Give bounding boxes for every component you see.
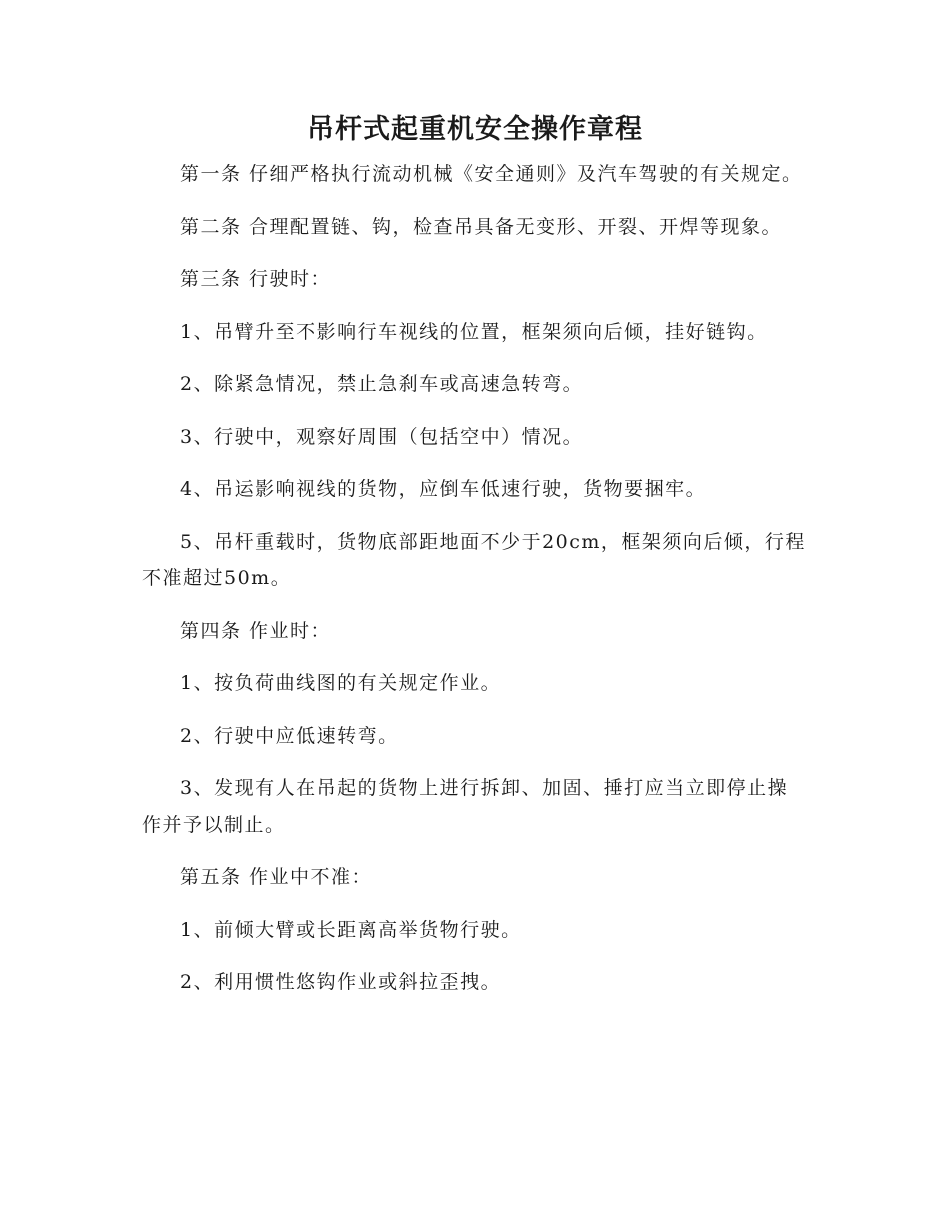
paragraph-article-4-item-1: 1、按负荷曲线图的有关规定作业。 xyxy=(180,672,502,694)
paragraph-article-3-heading: 第三条 行驶时： xyxy=(180,268,332,290)
paragraph-article-2: 第二条 合理配置链、钩，检查吊具备无变形、开裂、开焊等现象。 xyxy=(180,215,783,238)
paragraph-article-1: 第一条 仔细严格执行流动机械《安全通则》及汽车驾驶的有关规定。 xyxy=(180,163,803,185)
document-title: 吊杆式起重机安全操作章程 xyxy=(307,114,643,145)
paragraph-article-5-heading: 第五条 作业中不准： xyxy=(180,866,373,888)
paragraph-article-3-item-2: 2、除紧急情况，禁止急刹车或高速急转弯。 xyxy=(180,373,584,395)
paragraph-article-3-item-1: 1、吊臂升至不影响行车视线的位置，框架须向后倾，挂好链钩。 xyxy=(180,320,768,343)
paragraph-article-3-item-4: 4、吊运影响视线的货物，应倒车低速行驶，货物要捆牢。 xyxy=(180,478,707,500)
paragraph-article-3-item-3: 3、行驶中，观察好周围（包括空中）情况。 xyxy=(180,425,584,448)
paragraph-article-5-item-1: 1、前倾大臂或长距离高举货物行驶。 xyxy=(180,918,522,941)
paragraph-article-4-item-3: 3、发现有人在吊起的货物上进行拆卸、加固、捶打应当立即停止操作并予以制止。 xyxy=(142,777,789,836)
paragraph-article-4-item-2: 2、行驶中应低速转弯。 xyxy=(180,724,399,747)
document-body xyxy=(142,108,808,1017)
paragraph-article-3-item-5: 5、吊杆重载时，货物底部距地面不少于20cm，框架须向后倾，行程不准超过50m。 xyxy=(142,530,806,589)
paragraph-article-4-heading: 第四条 作业时： xyxy=(180,619,332,642)
paragraph-article-5-item-2: 2、利用惯性悠钩作业或斜拉歪拽。 xyxy=(180,971,502,993)
